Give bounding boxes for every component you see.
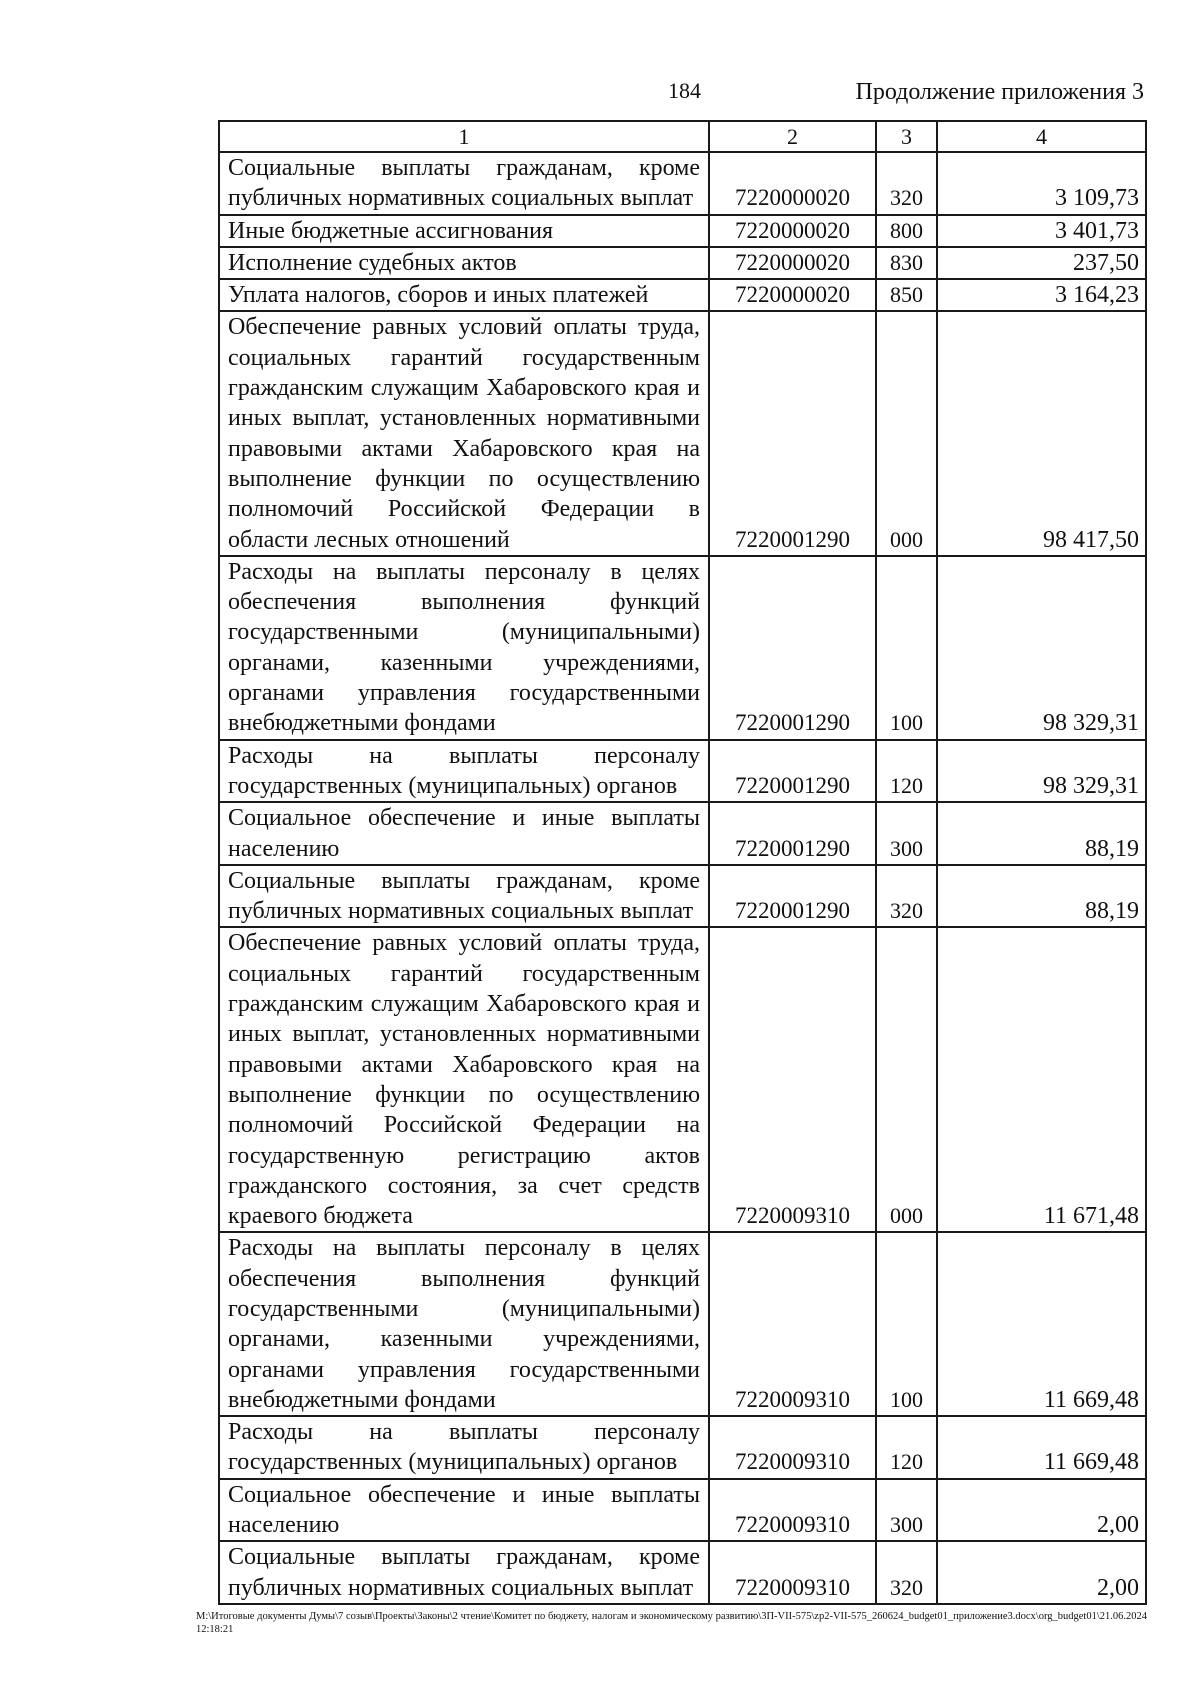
row-name: Социальное обеспечение и иные выплаты населению — [219, 802, 709, 865]
column-header-1: 1 — [219, 121, 709, 152]
row-target-code: 7220009310 — [709, 1541, 876, 1604]
row-name: Социальное обеспечение и иные выплаты населению — [219, 1479, 709, 1542]
row-target-code: 7220009310 — [709, 1232, 876, 1416]
table-row — [219, 1541, 1146, 1604]
row-amount: 11 669,48 — [937, 1232, 1146, 1416]
row-name: Расходы на выплаты персоналу в целях обеспечения выполнения функций государственными (муниципальными) органами, казенными учреждениями, органами управления государственными внебюджетными фондами — [219, 1232, 709, 1416]
row-target-code: 7220001290 — [709, 740, 876, 803]
row-amount: 237,50 — [937, 247, 1146, 279]
row-expense-type: 830 — [876, 247, 937, 279]
budget-table — [218, 120, 1147, 1605]
row-name: Социальные выплаты гражданам, кроме публичных нормативных социальных выплат — [219, 152, 709, 215]
row-name: Исполнение судебных актов — [219, 247, 709, 279]
column-header-2: 2 — [709, 121, 876, 152]
row-amount: 98 417,50 — [937, 311, 1146, 555]
row-target-code: 7220001290 — [709, 311, 876, 555]
table-row — [219, 1416, 1146, 1479]
row-expense-type: 320 — [876, 152, 937, 215]
row-name: Социальные выплаты гражданам, кроме публичных нормативных социальных выплат — [219, 865, 709, 928]
row-expense-type: 120 — [876, 1416, 937, 1479]
table-header — [219, 121, 1146, 152]
row-target-code: 7220000020 — [709, 279, 876, 311]
row-amount: 88,19 — [937, 865, 1146, 928]
row-name: Расходы на выплаты персоналу государственных (муниципальных) органов — [219, 740, 709, 803]
row-amount: 11 669,48 — [937, 1416, 1146, 1479]
row-expense-type: 800 — [876, 215, 937, 247]
row-target-code: 7220000020 — [709, 152, 876, 215]
row-amount: 2,00 — [937, 1541, 1146, 1604]
row-name: Обеспечение равных условий оплаты труда, социальных гарантий государственным гражданским служащим Хабаровского края и иных выплат, установленных нормативными правовыми актами Хабаровского края на выполнение функции по осуществлению полномочий Российской Федерации в области лесных отношений — [219, 311, 709, 555]
table-row — [219, 152, 1146, 215]
table-row — [219, 215, 1146, 247]
table-row — [219, 1232, 1146, 1416]
column-header-4: 4 — [937, 121, 1146, 152]
row-amount: 3 109,73 — [937, 152, 1146, 215]
row-target-code: 7220009310 — [709, 1416, 876, 1479]
row-name: Расходы на выплаты персоналу в целях обеспечения выполнения функций государственными (муниципальными) органами, казенными учреждениями, органами управления государственными внебюджетными фондами — [219, 556, 709, 740]
row-expense-type: 100 — [876, 556, 937, 740]
table-row — [219, 927, 1146, 1232]
row-amount: 3 164,23 — [937, 279, 1146, 311]
row-expense-type: 300 — [876, 802, 937, 865]
row-name: Иные бюджетные ассигнования — [219, 215, 709, 247]
table-row — [219, 279, 1146, 311]
row-amount: 11 671,48 — [937, 927, 1146, 1232]
row-target-code: 7220001290 — [709, 802, 876, 865]
row-target-code: 7220001290 — [709, 865, 876, 928]
row-target-code: 7220009310 — [709, 927, 876, 1232]
table-body — [219, 152, 1146, 1604]
table-row — [219, 1479, 1146, 1542]
table-row — [219, 247, 1146, 279]
row-name: Расходы на выплаты персоналу государственных (муниципальных) органов — [219, 1416, 709, 1479]
row-target-code: 7220000020 — [709, 215, 876, 247]
table-row — [219, 311, 1146, 555]
row-target-code: 7220009310 — [709, 1479, 876, 1542]
row-name: Социальные выплаты гражданам, кроме публичных нормативных социальных выплат — [219, 1541, 709, 1604]
row-expense-type: 120 — [876, 740, 937, 803]
table-header-row — [219, 121, 1146, 152]
table-row — [219, 802, 1146, 865]
appendix-continuation-title: Продолжение приложения 3 — [855, 79, 1144, 105]
row-amount: 98 329,31 — [937, 740, 1146, 803]
row-expense-type: 000 — [876, 927, 937, 1232]
row-amount: 88,19 — [937, 802, 1146, 865]
row-name: Обеспечение равных условий оплаты труда, социальных гарантий государственным гражданским служащим Хабаровского края и иных выплат, установленных нормативными правовыми актами Хабаровского края на выполнение функции по осуществлению полномочий Российской Федерации на государственную регистрацию актов гражданского состояния, за счет средств краевого бюджета — [219, 927, 709, 1232]
row-expense-type: 000 — [876, 311, 937, 555]
row-expense-type: 850 — [876, 279, 937, 311]
row-name: Уплата налогов, сборов и иных платежей — [219, 279, 709, 311]
table-row — [219, 556, 1146, 740]
page-number: 184 — [668, 78, 701, 103]
row-amount: 2,00 — [937, 1479, 1146, 1542]
document-file-path-footer: M:\Итоговые документы Думы\7 созыв\Проекты\Законы\2 чтение\Комитет по бюджету, налогам и экономическому развитию\3П-VII-575\zp2-VII-575_260624_budget01_приложение3.docx\org_budget01\21.06.2024 12:18:21 — [196, 1611, 1147, 1635]
row-target-code: 7220001290 — [709, 556, 876, 740]
row-expense-type: 320 — [876, 1541, 937, 1604]
row-expense-type: 100 — [876, 1232, 937, 1416]
table-row — [219, 740, 1146, 803]
table-row — [219, 865, 1146, 928]
column-header-3: 3 — [876, 121, 937, 152]
row-expense-type: 300 — [876, 1479, 937, 1542]
row-amount: 98 329,31 — [937, 556, 1146, 740]
row-amount: 3 401,73 — [937, 215, 1146, 247]
row-target-code: 7220000020 — [709, 247, 876, 279]
row-expense-type: 320 — [876, 865, 937, 928]
